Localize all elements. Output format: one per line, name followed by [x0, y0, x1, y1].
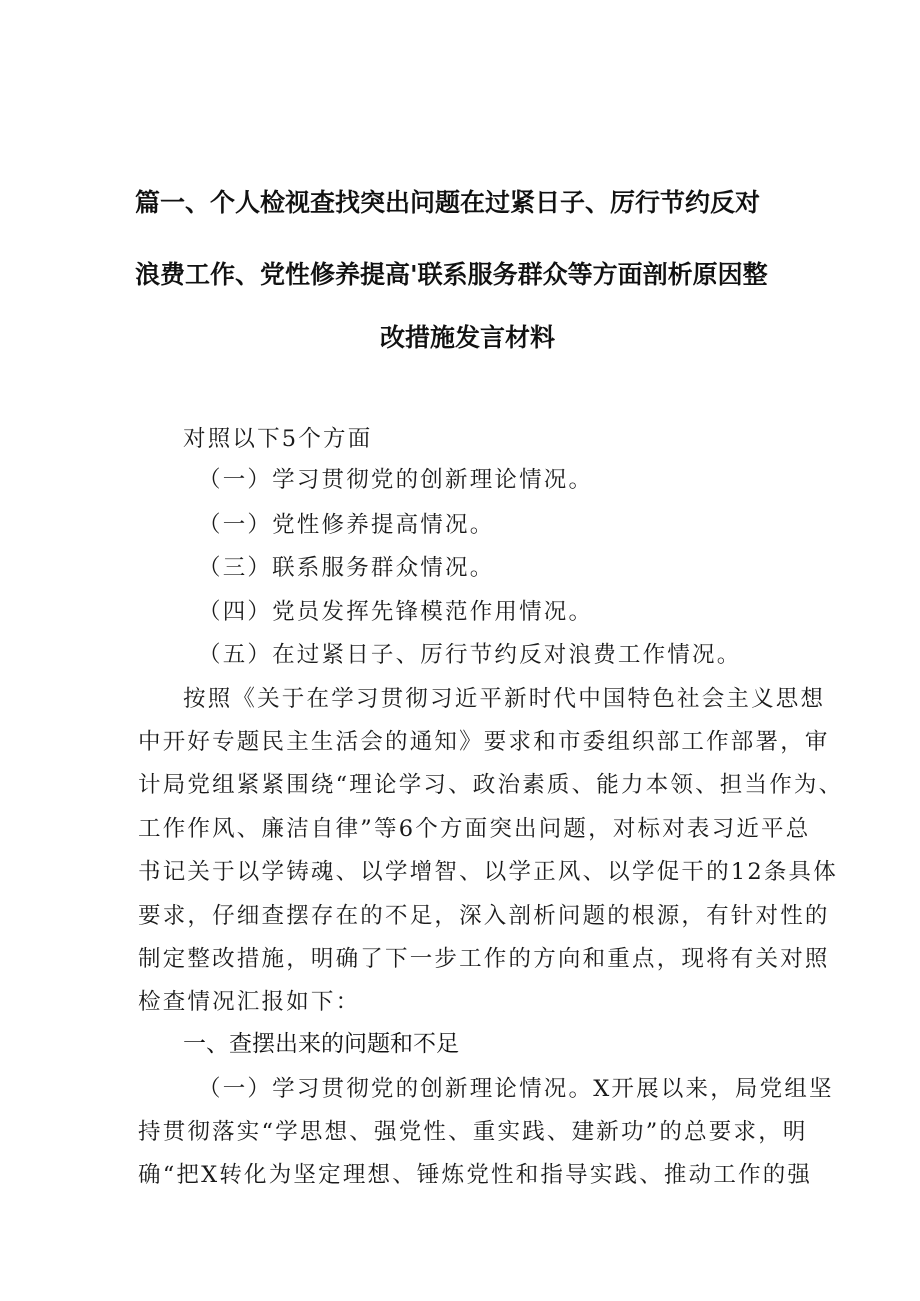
document-title-line-2: 浪费工作、党性修养提高'联系服务群众等方面剖析原因整 [135, 260, 768, 289]
section-heading: 一、查摆出来的问题和不足 [183, 1031, 459, 1057]
section-line-3: 确“把X转化为坚定理想、锤炼党性和指导实践、推动工作的强 [138, 1162, 813, 1188]
document-title-line-3: 改措施发言材料 [380, 323, 556, 352]
paragraph-line-1: 按照《关于在学习贯彻习近平新时代中国特色社会主义思想 [183, 686, 826, 712]
aspect-item-4: （四）党员发挥先锋模范作用情况。 [198, 599, 594, 625]
section-line-2: 持贯彻落实“学思想、强党性、重实践、建新功”的总要求，明 [138, 1119, 808, 1145]
aspect-item-1: （一）学习贯彻党的创新理论情况。 [198, 467, 594, 493]
paragraph-line-8: 检查情况汇报如下： [138, 989, 361, 1015]
paragraph-line-3: 计局党组紧紧围绕“理论学习、政治素质、能力本领、担当作为、 [138, 772, 844, 798]
section-line-1: （一）学习贯彻党的创新理论情况。X开展以来，局党组坚 [198, 1076, 834, 1102]
aspect-item-2: （一）党性修养提高情况。 [198, 512, 495, 538]
paragraph-line-2: 中开好专题民主生活会的通知》要求和市委组织部工作部署，审 [138, 729, 830, 755]
paragraph-line-6: 要求，仔细查摆存在的不足，深入剖析问题的根源，有针对性的 [138, 903, 830, 929]
paragraph-line-4: 工作作风、廉洁自律”等6个方面突出问题，对标对表习近平总 [138, 816, 811, 842]
aspect-item-3: （三）联系服务群众情况。 [198, 555, 495, 581]
paragraph-line-7: 制定整改措施，明确了下一步工作的方向和重点，现将有关对照 [138, 946, 830, 972]
aspect-item-5: （五）在过紧日子、厉行节约反对浪费工作情况。 [198, 642, 742, 668]
paragraph-line-5: 书记关于以学铸魂、以学增智、以学正风、以学促干的12条具体 [138, 859, 838, 885]
intro-text: 对照以下5个方面 [183, 426, 373, 452]
document-title-line-1: 篇一、个人检视查找突出问题在过紧日子、厉行节约反对 [135, 188, 761, 217]
